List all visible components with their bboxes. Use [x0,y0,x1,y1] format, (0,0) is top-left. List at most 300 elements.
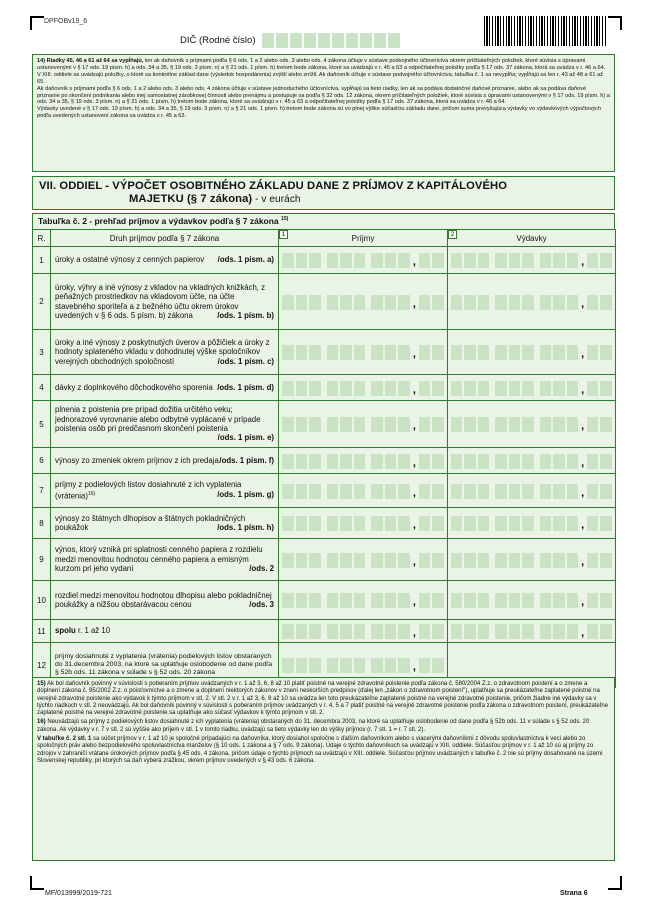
cent-box[interactable] [600,381,611,396]
digit-box[interactable] [282,484,294,499]
cent-box[interactable] [432,553,444,568]
digit-box[interactable] [340,454,352,469]
digit-box[interactable] [309,295,321,310]
dic-digit-box[interactable] [304,33,316,48]
digit-box[interactable] [495,345,506,360]
digit-box[interactable] [509,593,520,608]
digit-box[interactable] [540,516,551,531]
cent-box[interactable] [432,295,444,310]
digit-box[interactable] [327,593,339,608]
expense-amount-field[interactable] [448,330,616,375]
dic-digit-box[interactable] [318,33,330,48]
decimal-comma: , [412,627,416,639]
digit-box[interactable] [309,516,321,531]
income-amount-field[interactable] [279,448,448,474]
cent-box[interactable] [600,593,611,608]
decimal-comma: , [412,420,416,432]
cent-box[interactable] [600,484,611,499]
digit-box[interactable] [327,553,339,568]
digit-box[interactable] [282,381,294,396]
digit-box[interactable] [371,516,383,531]
digit-box[interactable] [522,253,533,268]
income-amount-field[interactable] [279,581,448,620]
cent-box[interactable] [419,417,431,432]
digit-box[interactable] [327,417,339,432]
digit-box[interactable] [509,417,520,432]
digit-box[interactable] [327,516,339,531]
digit-box[interactable] [385,381,397,396]
cent-box[interactable] [600,253,611,268]
expense-amount-field[interactable] [448,247,616,274]
digit-box[interactable] [282,593,294,608]
digit-box[interactable] [398,658,410,673]
digit-box[interactable] [340,417,352,432]
digit-box[interactable] [309,253,321,268]
digit-box[interactable] [309,553,321,568]
digit-box[interactable] [296,295,308,310]
digit-box[interactable] [354,516,366,531]
digit-box[interactable] [385,658,397,673]
digit-box[interactable] [495,295,506,310]
digit-box[interactable] [567,593,578,608]
expense-amount-field[interactable] [448,448,616,474]
cent-box[interactable] [587,295,598,310]
digit-box[interactable] [282,345,294,360]
digit-box[interactable] [464,253,475,268]
digit-box[interactable] [282,624,294,639]
cent-box[interactable] [432,658,444,673]
digit-box[interactable] [451,345,462,360]
digit-box[interactable] [354,295,366,310]
digit-box[interactable] [296,417,308,432]
col-header-expenses [448,230,616,247]
income-amount-field[interactable] [279,401,448,448]
digit-box[interactable] [296,345,308,360]
income-amount-field[interactable] [279,539,448,581]
digit-box[interactable] [354,658,366,673]
digit-box[interactable] [509,624,520,639]
digit-box[interactable] [371,593,383,608]
digit-box[interactable] [296,516,308,531]
digit-box[interactable] [478,553,489,568]
cent-box[interactable] [587,345,598,360]
digit-box[interactable] [354,417,366,432]
digit-box[interactable] [540,624,551,639]
digit-box[interactable] [478,345,489,360]
digit-box[interactable] [282,454,294,469]
digit-box[interactable] [553,381,564,396]
dic-digit-box[interactable] [262,33,274,48]
digit-box[interactable] [464,345,475,360]
digit-box[interactable] [451,295,462,310]
digit-box[interactable] [567,253,578,268]
decimal-comma: , [581,256,585,268]
income-amount-field[interactable] [279,274,448,330]
digit-box[interactable] [464,381,475,396]
digit-box[interactable] [464,417,475,432]
digit-box[interactable] [464,553,475,568]
digit-box[interactable] [567,295,578,310]
digit-box[interactable] [385,295,397,310]
digit-box[interactable] [509,454,520,469]
expense-amount-field[interactable] [448,581,616,620]
expense-amount-field[interactable] [448,508,616,539]
income-amount-field[interactable] [279,474,448,508]
expense-amount-field[interactable] [448,620,616,643]
digit-box[interactable] [478,454,489,469]
digit-box[interactable] [478,624,489,639]
digit-box[interactable] [553,345,564,360]
cent-box[interactable] [432,417,444,432]
digit-box[interactable] [296,454,308,469]
digit-box[interactable] [371,454,383,469]
digit-box[interactable] [309,381,321,396]
digit-box[interactable] [340,658,352,673]
income-amount-field[interactable] [279,508,448,539]
digit-box[interactable] [296,658,308,673]
digit-box[interactable] [354,624,366,639]
digit-box[interactable] [398,553,410,568]
digit-box[interactable] [398,484,410,499]
cent-box[interactable] [419,593,431,608]
digit-box[interactable] [522,484,533,499]
digit-box[interactable] [327,381,339,396]
digit-box[interactable] [371,253,383,268]
digit-box[interactable] [282,658,294,673]
digit-box[interactable] [309,658,321,673]
digit-box[interactable] [495,417,506,432]
digit-box[interactable] [495,454,506,469]
digit-box[interactable] [296,593,308,608]
digit-box[interactable] [509,484,520,499]
digit-box[interactable] [309,593,321,608]
digit-box[interactable] [451,516,462,531]
digit-box[interactable] [553,484,564,499]
dic-digit-box[interactable] [290,33,302,48]
cent-box[interactable] [600,345,611,360]
digit-box[interactable] [354,553,366,568]
digit-box[interactable] [478,381,489,396]
digit-box[interactable] [522,295,533,310]
digit-box[interactable] [553,516,564,531]
expense-amount-field[interactable] [448,375,616,401]
digit-box[interactable] [553,253,564,268]
row-legal-ref: /ods. 1 písm. d) [217,382,274,392]
cent-box[interactable] [419,253,431,268]
digit-box[interactable] [371,624,383,639]
digit-box[interactable] [354,345,366,360]
digit-box[interactable] [371,658,383,673]
income-amount-field[interactable] [279,375,448,401]
row-label-text: príjmy dosiahnuté z vyplatenia (vrátenia) podielových listov obstaraných do 31.decembra 2003, na ktoré sa uplatňuje oslobodenie od dane podľa § 52b ods. 11 zákona v súlade s § 52 ods. 20 zákona [55,653,273,676]
digit-box[interactable] [354,454,366,469]
digit-box[interactable] [398,624,410,639]
cent-box[interactable] [419,345,431,360]
row-number: 2 [33,274,51,330]
digit-box[interactable] [495,593,506,608]
digit-box[interactable] [451,381,462,396]
cent-box[interactable] [587,381,598,396]
digit-box[interactable] [478,516,489,531]
digit-box[interactable] [296,381,308,396]
cent-box[interactable] [587,417,598,432]
digit-box[interactable] [371,295,383,310]
digit-box[interactable] [371,553,383,568]
digit-box[interactable] [540,553,551,568]
digit-box[interactable] [464,593,475,608]
digit-box[interactable] [540,484,551,499]
digit-box[interactable] [567,345,578,360]
digit-box[interactable] [340,253,352,268]
digit-box[interactable] [509,253,520,268]
income-amount-field[interactable] [279,620,448,643]
digit-box[interactable] [309,345,321,360]
digit-box[interactable] [385,345,397,360]
cent-box[interactable] [432,345,444,360]
digit-box[interactable] [451,253,462,268]
cent-box[interactable] [600,516,611,531]
digit-box[interactable] [385,624,397,639]
dic-digit-box[interactable] [374,33,386,48]
digit-box[interactable] [385,484,397,499]
cent-box[interactable] [587,553,598,568]
digit-box[interactable] [522,624,533,639]
digit-box[interactable] [553,295,564,310]
digit-box[interactable] [327,454,339,469]
digit-box[interactable] [567,381,578,396]
digit-box[interactable] [282,553,294,568]
digit-box[interactable] [495,381,506,396]
income-amount-field[interactable] [279,330,448,375]
digit-box[interactable] [478,484,489,499]
digit-box[interactable] [451,593,462,608]
digit-box[interactable] [282,253,294,268]
digit-box[interactable] [296,484,308,499]
cent-box[interactable] [600,454,611,469]
cent-box[interactable] [587,253,598,268]
digit-box[interactable] [385,553,397,568]
cent-box[interactable] [419,553,431,568]
digit-box[interactable] [567,553,578,568]
digit-box[interactable] [309,454,321,469]
cent-box[interactable] [432,381,444,396]
digit-box[interactable] [509,345,520,360]
digit-box[interactable] [385,516,397,531]
digit-box[interactable] [522,454,533,469]
digit-box[interactable] [495,484,506,499]
digit-box[interactable] [464,295,475,310]
digit-box[interactable] [495,253,506,268]
digit-box[interactable] [540,295,551,310]
cent-box[interactable] [587,454,598,469]
decimal-comma: , [412,456,416,469]
digit-box[interactable] [478,295,489,310]
row-number: 4 [33,375,51,401]
section-vii-header [32,176,615,210]
digit-box[interactable] [340,295,352,310]
dic-digit-box[interactable] [276,33,288,48]
digit-box[interactable] [340,624,352,639]
digit-box[interactable] [567,454,578,469]
digit-box[interactable] [296,553,308,568]
digit-box[interactable] [309,417,321,432]
digit-box[interactable] [495,516,506,531]
digit-box[interactable] [385,253,397,268]
cent-box[interactable] [432,624,444,639]
digit-box[interactable] [340,516,352,531]
digit-box[interactable] [509,381,520,396]
digit-box[interactable] [327,345,339,360]
digit-box[interactable] [398,295,410,310]
digit-box[interactable] [553,593,564,608]
digit-box[interactable] [340,553,352,568]
digit-box[interactable] [478,593,489,608]
digit-box[interactable] [522,516,533,531]
digit-box[interactable] [464,454,475,469]
digit-box[interactable] [509,295,520,310]
cent-box[interactable] [600,417,611,432]
digit-box[interactable] [282,417,294,432]
table-header-row [33,230,616,247]
digit-box[interactable] [282,516,294,531]
expense-amount-field[interactable] [448,401,616,448]
digit-box[interactable] [327,295,339,310]
cent-box[interactable] [587,516,598,531]
cent-box[interactable] [600,295,611,310]
digit-box[interactable] [509,553,520,568]
digit-box[interactable] [340,593,352,608]
digit-box[interactable] [371,381,383,396]
dic-digit-box[interactable] [388,33,400,48]
digit-box[interactable] [522,381,533,396]
digit-box[interactable] [478,253,489,268]
income-amount-field[interactable] [279,247,448,274]
digit-box[interactable] [451,484,462,499]
digit-box[interactable] [540,345,551,360]
digit-box[interactable] [522,593,533,608]
digit-box[interactable] [309,484,321,499]
cent-box[interactable] [600,553,611,568]
expense-amount-field[interactable] [448,274,616,330]
digit-box[interactable] [354,484,366,499]
digit-box[interactable] [327,484,339,499]
cent-box[interactable] [432,593,444,608]
digit-box[interactable] [540,417,551,432]
digit-box[interactable] [398,593,410,608]
digit-box[interactable] [567,516,578,531]
table-row-4 [33,375,616,401]
expense-amount-field[interactable] [448,539,616,581]
digit-box[interactable] [385,417,397,432]
digit-box[interactable] [451,417,462,432]
digit-box[interactable] [540,381,551,396]
digit-box[interactable] [296,624,308,639]
row-number: 1 [33,247,51,274]
cent-box[interactable] [432,253,444,268]
cent-box[interactable] [432,484,444,499]
digit-box[interactable] [567,484,578,499]
digit-box[interactable] [385,454,397,469]
dic-digit-box[interactable] [360,33,372,48]
digit-box[interactable] [464,516,475,531]
digit-box[interactable] [567,624,578,639]
dic-digit-box[interactable] [346,33,358,48]
digit-box[interactable] [451,624,462,639]
cent-box[interactable] [419,454,431,469]
digit-box[interactable] [495,624,506,639]
digit-box[interactable] [509,516,520,531]
digit-box[interactable] [371,417,383,432]
digit-box[interactable] [398,454,410,469]
digit-box[interactable] [478,417,489,432]
digit-box[interactable] [540,454,551,469]
digit-box[interactable] [522,345,533,360]
digit-box[interactable] [327,624,339,639]
digit-box[interactable] [398,516,410,531]
digit-box[interactable] [309,624,321,639]
digit-box[interactable] [540,253,551,268]
cent-box[interactable] [419,295,431,310]
cent-box[interactable] [600,624,611,639]
cent-box[interactable] [419,484,431,499]
digit-box[interactable] [553,624,564,639]
digit-box[interactable] [495,553,506,568]
digit-box[interactable] [398,417,410,432]
cent-box[interactable] [587,484,598,499]
row-footnote-ref: 16) [87,490,96,497]
digit-box[interactable] [451,454,462,469]
digit-box[interactable] [567,417,578,432]
cent-box[interactable] [587,593,598,608]
digit-box[interactable] [464,624,475,639]
digit-box[interactable] [553,417,564,432]
dic-digit-box[interactable] [332,33,344,48]
digit-box[interactable] [371,345,383,360]
digit-box[interactable] [540,593,551,608]
digit-box[interactable] [354,381,366,396]
digit-box[interactable] [354,593,366,608]
digit-box[interactable] [385,593,397,608]
digit-box[interactable] [327,253,339,268]
digit-box[interactable] [340,345,352,360]
expense-amount-field[interactable] [448,474,616,508]
digit-box[interactable] [371,484,383,499]
digit-box[interactable] [296,253,308,268]
digit-box[interactable] [340,381,352,396]
digit-box[interactable] [398,253,410,268]
digit-box[interactable] [282,295,294,310]
digit-box[interactable] [354,253,366,268]
digit-box[interactable] [553,553,564,568]
cent-box[interactable] [419,624,431,639]
digit-box[interactable] [340,484,352,499]
digit-box[interactable] [464,484,475,499]
cent-box[interactable] [419,381,431,396]
cent-box[interactable] [587,624,598,639]
digit-box[interactable] [398,381,410,396]
cent-box[interactable] [432,454,444,469]
cent-box[interactable] [419,516,431,531]
digit-box[interactable] [398,345,410,360]
dic-input-boxes[interactable] [262,33,400,48]
digit-box[interactable] [522,553,533,568]
cent-box[interactable] [432,516,444,531]
digit-box[interactable] [327,658,339,673]
digit-box[interactable] [553,454,564,469]
digit-box[interactable] [522,417,533,432]
digit-box[interactable] [451,553,462,568]
cent-box[interactable] [419,658,431,673]
